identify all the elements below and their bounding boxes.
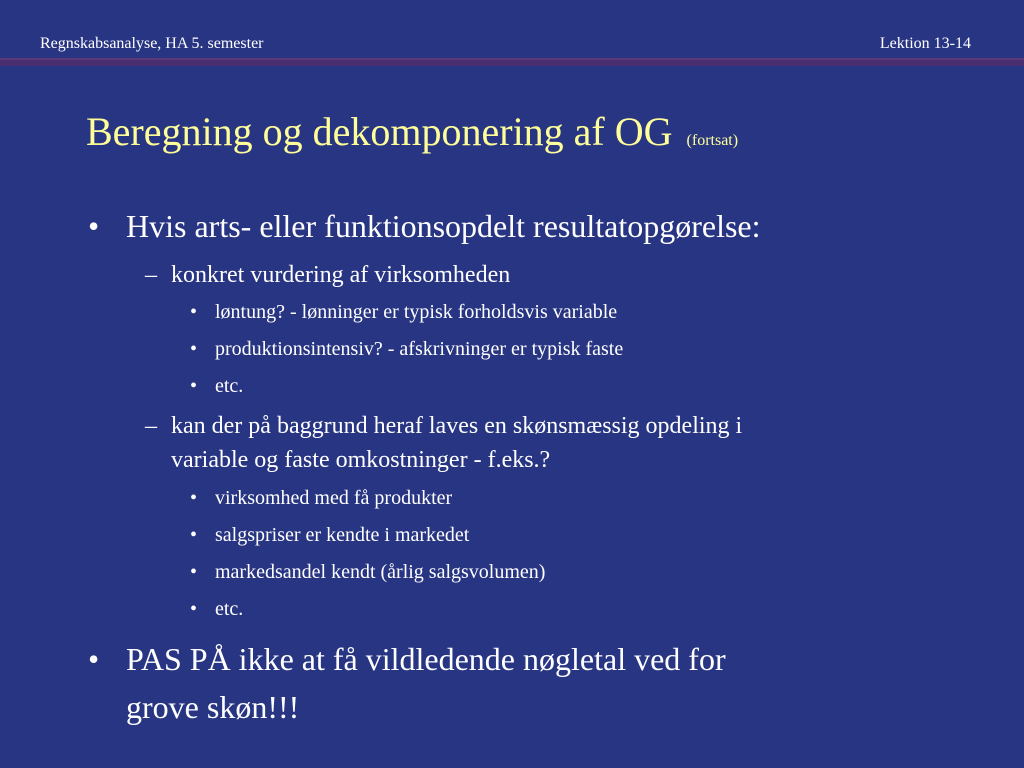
- dash-marker: –: [145, 413, 157, 439]
- bullet-marker: •: [190, 524, 198, 546]
- bullet-text: konkret vurdering af virksomheden: [171, 262, 511, 288]
- bullet-text: variable og faste omkostninger - f.eks.?: [171, 447, 551, 473]
- bullet-text: virksomhed med få produkter: [215, 487, 453, 509]
- lecture-number: Lektion 13-14: [879, 35, 971, 52]
- bullet-text: kan der på baggrund heraf laves en skønsmæssig opdeling i: [171, 413, 743, 439]
- bullet-text: etc.: [215, 375, 244, 397]
- bullet-text: PAS PÅ ikke at få vildledende nøgletal ved for: [126, 641, 726, 677]
- course-name: Regnskabsanalyse, HA 5. semester: [40, 35, 264, 52]
- bullet-marker: •: [190, 375, 198, 397]
- slide-title-text: Beregning og dekomponering af OG: [86, 109, 673, 154]
- bullet-text: løntung? - lønninger er typisk forholdsvis variable: [215, 301, 618, 323]
- bullet-marker: •: [190, 598, 198, 620]
- bullet-marker: •: [88, 208, 100, 244]
- dash-marker: –: [145, 262, 157, 288]
- bullet-marker: •: [190, 338, 198, 360]
- bullet-marker: •: [190, 301, 198, 323]
- slide-title-suffix: (fortsat): [686, 132, 739, 149]
- bullet-text: Hvis arts- eller funktionsopdelt resultatopgørelse:: [126, 208, 761, 244]
- bullet-text: etc.: [215, 598, 244, 620]
- bullet-text: grove skøn!!!: [126, 689, 300, 725]
- bullet-text: salgspriser er kendte i markedet: [215, 524, 470, 546]
- bullet-marker: •: [190, 487, 198, 509]
- bullet-marker: •: [190, 561, 198, 583]
- bullet-text: produktionsintensiv? - afskrivninger er typisk faste: [215, 338, 624, 360]
- bullet-marker: •: [88, 641, 100, 677]
- bullet-text: markedsandel kendt (årlig salgsvolumen): [215, 561, 546, 583]
